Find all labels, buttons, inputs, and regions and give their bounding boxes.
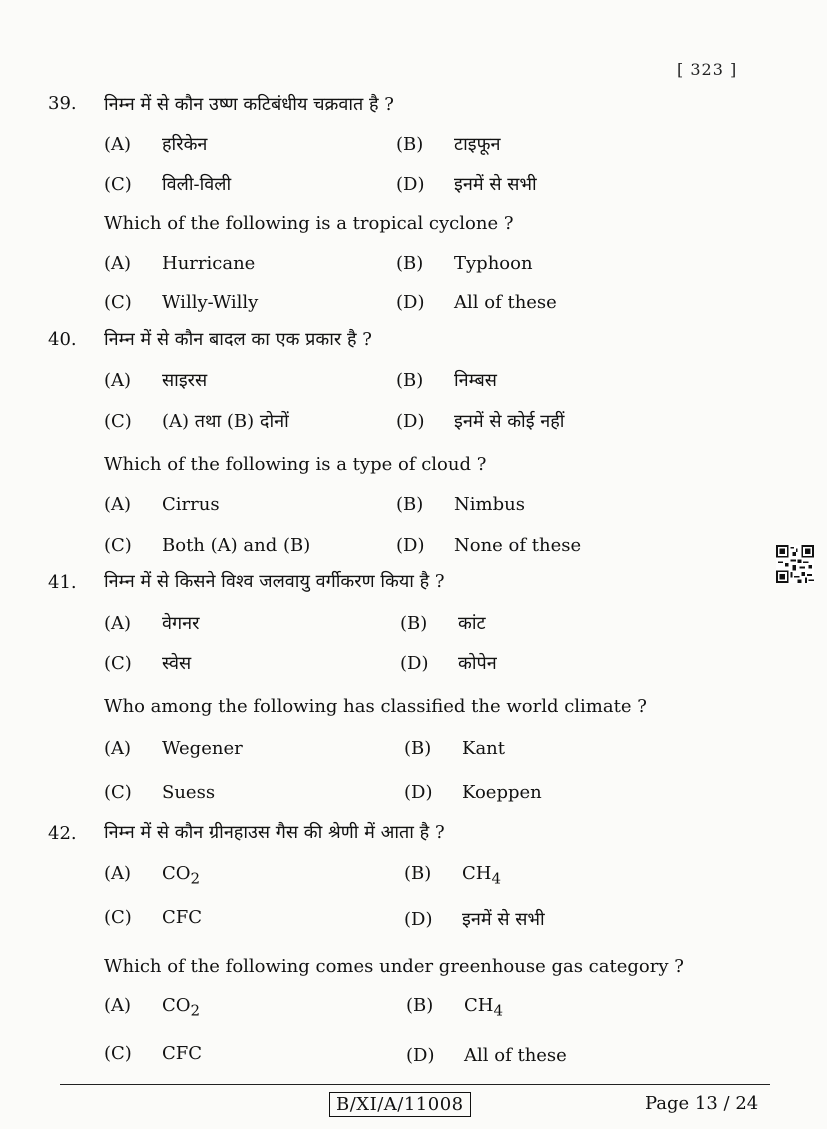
page-count: Page 13 / 24 [645, 1093, 759, 1114]
option-text: All of these [464, 1045, 567, 1066]
option-text: Both (A) and (B) [162, 535, 311, 556]
option-c-hindi [104, 409, 289, 433]
qr-code [776, 545, 814, 583]
option-text: साइरस [162, 370, 208, 391]
option-d-hindi [404, 907, 545, 931]
option-text: (A) तथा (B) दोनों [162, 411, 289, 432]
option-a-hindi [104, 611, 200, 635]
option-label: (B) [404, 863, 432, 884]
question-text-hindi: निम्न में से कौन बादल का एक प्रकार है ? [104, 329, 372, 350]
option-label: (D) [396, 535, 425, 556]
option-label: (A) [104, 370, 132, 391]
paper-code: B/XI/A/11008 [329, 1092, 471, 1117]
option-b-hindi [400, 611, 486, 635]
option-text: इनमें से सभी [454, 174, 537, 195]
option-label: (C) [104, 292, 132, 313]
option-d-english [396, 535, 581, 556]
option-text: Suess [162, 782, 216, 803]
question-number: 42. [48, 823, 77, 844]
option-c-hindi [104, 172, 231, 196]
option-label: (B) [406, 995, 434, 1016]
option-text: Hurricane [162, 253, 256, 274]
option-label: (A) [104, 863, 132, 884]
option-label: (A) [104, 494, 132, 515]
option-text: CH [462, 863, 492, 884]
option-d-hindi [396, 409, 564, 433]
option-text: टाइफून [454, 134, 501, 155]
option-label: (D) [400, 653, 429, 674]
page-number: [ 323 ] [677, 60, 738, 79]
question-number: 40. [48, 329, 77, 350]
option-a-english [104, 995, 200, 1020]
option-label: (C) [104, 411, 132, 432]
question-text-english: Which of the following comes under greenhouse gas category ? [104, 956, 684, 977]
option-label: (A) [104, 995, 132, 1016]
option-text: CFC [162, 1043, 203, 1064]
option-b-english [396, 253, 533, 274]
option-label: (B) [400, 613, 428, 634]
option-label: (C) [104, 535, 132, 556]
option-d-hindi [400, 651, 497, 675]
option-text: None of these [454, 535, 582, 556]
footer-divider [60, 1084, 770, 1085]
option-label: (D) [404, 782, 433, 803]
question-number: 39. [48, 93, 77, 114]
option-text: कांट [458, 613, 486, 634]
option-c-english [104, 292, 258, 313]
question-text-hindi: निम्न में से कौन ग्रीनहाउस गैस की श्रेणी में आता है ? [104, 822, 445, 843]
option-text: Typhoon [454, 253, 533, 274]
option-label: (C) [104, 782, 132, 803]
option-c-hindi [104, 651, 191, 675]
option-label: (D) [396, 292, 425, 313]
option-a-hindi [104, 368, 207, 392]
option-text: हरिकेन [162, 134, 208, 155]
option-label: (D) [404, 909, 433, 930]
option-c-english [104, 535, 310, 556]
option-label: (C) [104, 1043, 132, 1064]
question-text-english: Who among the following has classified the world climate ? [104, 696, 647, 717]
option-a-english [104, 738, 243, 759]
option-label: (A) [104, 134, 132, 155]
option-d-english [404, 782, 542, 803]
option-text: CO [162, 863, 191, 884]
option-b-english [406, 995, 503, 1020]
option-a-english [104, 494, 220, 515]
option-label: (B) [396, 134, 424, 155]
question-number: 41. [48, 572, 77, 593]
option-text: CFC [162, 907, 203, 928]
option-b-hindi [396, 368, 497, 392]
option-label: (B) [396, 494, 424, 515]
option-text: Wegener [162, 738, 243, 759]
option-text: Kant [462, 738, 506, 759]
question-text-english: Which of the following is a tropical cyclone ? [104, 213, 514, 234]
option-label: (D) [406, 1045, 435, 1066]
option-subscript: 2 [190, 1001, 201, 1020]
option-b-english [404, 738, 505, 759]
option-d-english [396, 292, 557, 313]
question-text-english: Which of the following is a type of cloud ? [104, 454, 487, 475]
option-text: इनमें से सभी [462, 909, 545, 930]
option-subscript: 4 [491, 869, 502, 888]
question-text-hindi: निम्न में से कौन उष्ण कटिबंधीय चक्रवात है ? [104, 94, 394, 115]
option-text: विली-विली [162, 174, 232, 195]
option-label: (C) [104, 174, 132, 195]
option-label: (A) [104, 738, 132, 759]
option-text: CH [464, 995, 494, 1016]
option-a-hindi [104, 132, 207, 156]
option-d-hindi [396, 172, 537, 196]
option-a-english [104, 253, 255, 274]
question-text-hindi: निम्न में से किसने विश्व जलवायु वर्गीकरण किया है ? [104, 571, 445, 592]
option-b-hindi [396, 132, 500, 156]
option-text: Koeppen [462, 782, 542, 803]
option-label: (A) [104, 613, 132, 634]
option-text: इनमें से कोई नहीं [454, 411, 565, 432]
option-text: कोपेन [458, 653, 497, 674]
option-text: वेगनर [162, 613, 200, 634]
option-b-english [396, 494, 525, 515]
option-text: Willy-Willy [162, 292, 259, 313]
option-text: स्वेस [162, 653, 192, 674]
option-text: CO [162, 995, 191, 1016]
option-label: (B) [404, 738, 432, 759]
option-label: (C) [104, 907, 132, 928]
option-label: (A) [104, 253, 132, 274]
option-label: (B) [396, 253, 424, 274]
option-label: (B) [396, 370, 424, 391]
option-c-hindi [104, 907, 202, 928]
option-text: Cirrus [162, 494, 220, 515]
option-a-hindi [104, 863, 200, 888]
option-label: (D) [396, 411, 425, 432]
option-text: All of these [454, 292, 557, 313]
option-label: (C) [104, 653, 132, 674]
option-b-hindi [404, 863, 501, 888]
option-c-english [104, 782, 215, 803]
option-label: (D) [396, 174, 425, 195]
option-c-english [104, 1043, 202, 1064]
option-text: Nimbus [454, 494, 525, 515]
option-subscript: 2 [190, 869, 201, 888]
option-text: निम्बस [454, 370, 497, 391]
option-subscript: 4 [493, 1001, 504, 1020]
option-d-english [406, 1045, 567, 1066]
